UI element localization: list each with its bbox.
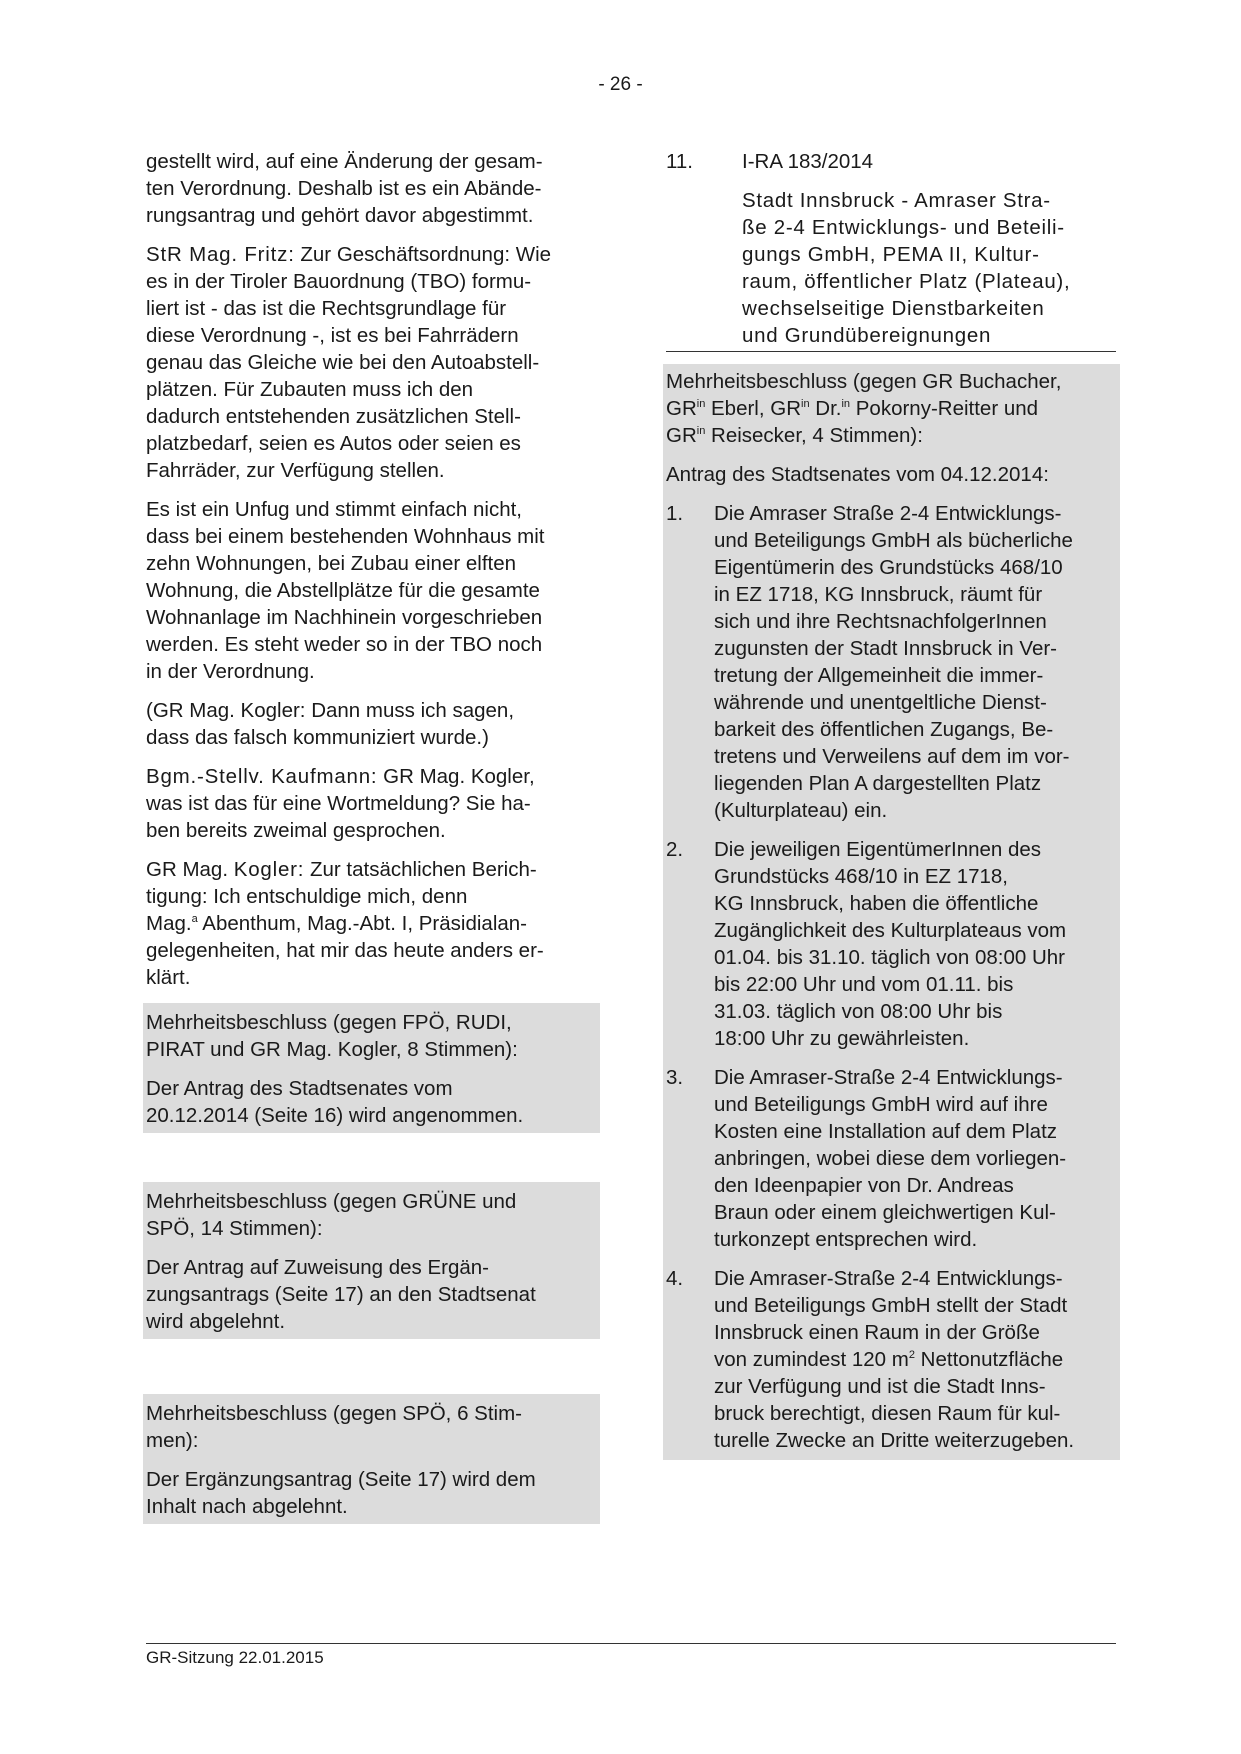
statement-fritz: StR Mag. Fritz: Zur Geschäftsordnung: Wie es in der Tiroler Bauordnung (TBO) formu- liert ist - das ist die Rechtsgrundlage für diese Verordnung -, ist es bei Fahrrädern genau das Gleiche wie bei den Autoabstell- plätzen. Für Zubauten muss ich den dadurch entstehenden zusätzlichen Stell- platzbedarf, seien es Autos oder seien es Fahrräder, zur Verfügung stellen. bbox=[146, 243, 552, 482]
list-item: 2. Die jeweiligen EigentümerInnen des Grundstücks 468/10 in EZ 1718, KG Innsbruck, haben die öffentliche Zugänglichkeit des Kulturplateaus vom 01.04. bis 31.10. täglich von 08:00 Uhr bis 22:00 Uhr und vom 01.11. bis 31.03. täglich von 08:00 Uhr bis 18:00 Uhr zu gewährleisten. bbox=[666, 838, 1067, 1050]
agenda-item-title: Stadt Innsbruck - Amraser Stra- ße 2-4 Entwicklungs- und Beteili- gungs GmbH, PEMA II, Kultur- raum, öffentlicher Platz (Plateau), wechselseitige Dienstbarkeiten und Grundübereignungen bbox=[742, 189, 1071, 347]
decision-heading: Mehrheitsbeschluss (gegen GRÜNE und SPÖ, 14 Stimmen): bbox=[146, 1190, 517, 1240]
statement-kogler: GR Mag. Kogler: Zur tatsächlichen Berich- tigung: Ich entschuldige mich, denn Mag.$^a$ Abenthum, Mag.-Abt. I, Präsidialan- gelegenheiten, hat mir das heute anders er- klärt. bbox=[146, 858, 544, 989]
decision-text: Der Antrag des Stadtsenates vom 20.12.2014 (Seite 16) wird angenommen. bbox=[146, 1077, 524, 1127]
speaker-name: Kogler: bbox=[233, 858, 305, 881]
paragraph-1: gestellt wird, auf eine Änderung der gesam- ten Verordnung. Deshalb ist es ein Abände- rungsantrag und gehört davor abgestimmt. bbox=[146, 150, 543, 227]
resolution-box-1 bbox=[143, 1003, 600, 1133]
resolution-box-2 bbox=[143, 1182, 600, 1339]
list-item: 3. Die Amraser-Straße 2-4 Entwicklungs- und Beteiligungs GmbH wird auf ihre Kosten eine Installation auf dem Platz anbringen, wobei diese dem vorliegen- den Ideenpapier von Dr. Andreas Braun oder einem gleichwertigen Kul- turkonzept entsprechen wird. bbox=[666, 1066, 1067, 1251]
decision-text: Der Ergänzungsantrag (Seite 17) wird dem Inhalt nach abgelehnt. bbox=[146, 1468, 536, 1518]
footer-divider bbox=[146, 1643, 1116, 1644]
paragraph-3: Es ist ein Unfug und stimmt einfach nicht, dass bei einem bestehenden Wohnhaus mit zehn Wohnungen, bei Zubau einer elften Wohnung, die Abstellplätze für die gesamte Wohnanlage im Nachhinein vorgeschrieben werden. Es steht weder so in der TBO noch in der Verordnung. bbox=[146, 498, 545, 683]
statement-kaufmann: Bgm.-Stellv. Kaufmann: GR Mag. Kogler, was ist das für eine Wortmeldung? Sie ha- ben bereits zweimal gesprochen. bbox=[146, 765, 535, 842]
motion-list bbox=[666, 500, 1116, 1454]
footer-session-date: GR-Sitzung 22.01.2015 bbox=[146, 1648, 324, 1667]
list-item: 1. Die Amraser Straße 2-4 Entwicklungs- und Beteiligungs GmbH als bücherliche Eigentümerin des Grundstücks 468/10 in EZ 1718, KG Innsbruck, räumt für sich und ihre RechtsnachfolgerInnen zugunsten der Stadt Innsbruck in Ver- tretung der Allgemeinheit die immer- währende und unentgeltliche Dienst- barkeit des öffentlichen Zugangs, Be- tretens und Verweilens auf dem im vor- liegenden Plan A dargestellten Platz (Kulturplateau) ein. bbox=[666, 502, 1073, 822]
speaker-name: Bgm.-Stellv. Kaufmann: bbox=[146, 765, 378, 788]
decision-heading: Mehrheitsbeschluss (gegen GR Buchacher, $GR^{in}$ Eberl, $GR^{in}$ Dr.$^{in}$ Pokorny-Reitter und $GR^{in}$ Reisecker, 4 Stimmen): bbox=[666, 370, 1062, 447]
resolution-box-3 bbox=[143, 1394, 600, 1524]
agenda-item-number: 11. bbox=[666, 150, 693, 173]
agenda-item-reference: I-RA 183/2014 bbox=[742, 150, 874, 173]
list-item: 4. Die Amraser-Straße 2-4 Entwicklungs- und Beteiligungs GmbH stellt der Stadt Innsbruck einen Raum in der Größe von zumindest 120 $m^2$ Nettonutzfläche zur Verfügung und ist die Stadt Inns- bruck berechtigt, diesen Raum für kul- turelle Zwecke an Dritte weiterzugeben. bbox=[666, 1267, 1075, 1452]
right-column bbox=[666, 148, 1116, 1460]
resolution-box-item-11 bbox=[663, 364, 1120, 1460]
motion-date: Antrag des Stadtsenates vom 04.12.2014: bbox=[666, 463, 1049, 486]
page-number: - 26 - bbox=[598, 74, 643, 95]
left-column bbox=[146, 148, 596, 1524]
decision-heading: Mehrheitsbeschluss (gegen SPÖ, 6 Stim- men): bbox=[146, 1402, 522, 1452]
decision-heading: Mehrheitsbeschluss (gegen FPÖ, RUDI, PIRAT und GR Mag. Kogler, 8 Stimmen): bbox=[146, 1011, 518, 1061]
interjection-kogler: (GR Mag. Kogler: Dann muss ich sagen, dass das falsch kommuniziert wurde.) bbox=[146, 699, 515, 749]
speaker-name: StR Mag. Fritz: bbox=[146, 243, 295, 266]
agenda-item-header bbox=[666, 148, 1116, 175]
decision-text: Der Antrag auf Zuweisung des Ergän- zungsantrags (Seite 17) an den Stadtsenat wird abgelehnt. bbox=[146, 1256, 536, 1333]
divider bbox=[666, 351, 1116, 352]
